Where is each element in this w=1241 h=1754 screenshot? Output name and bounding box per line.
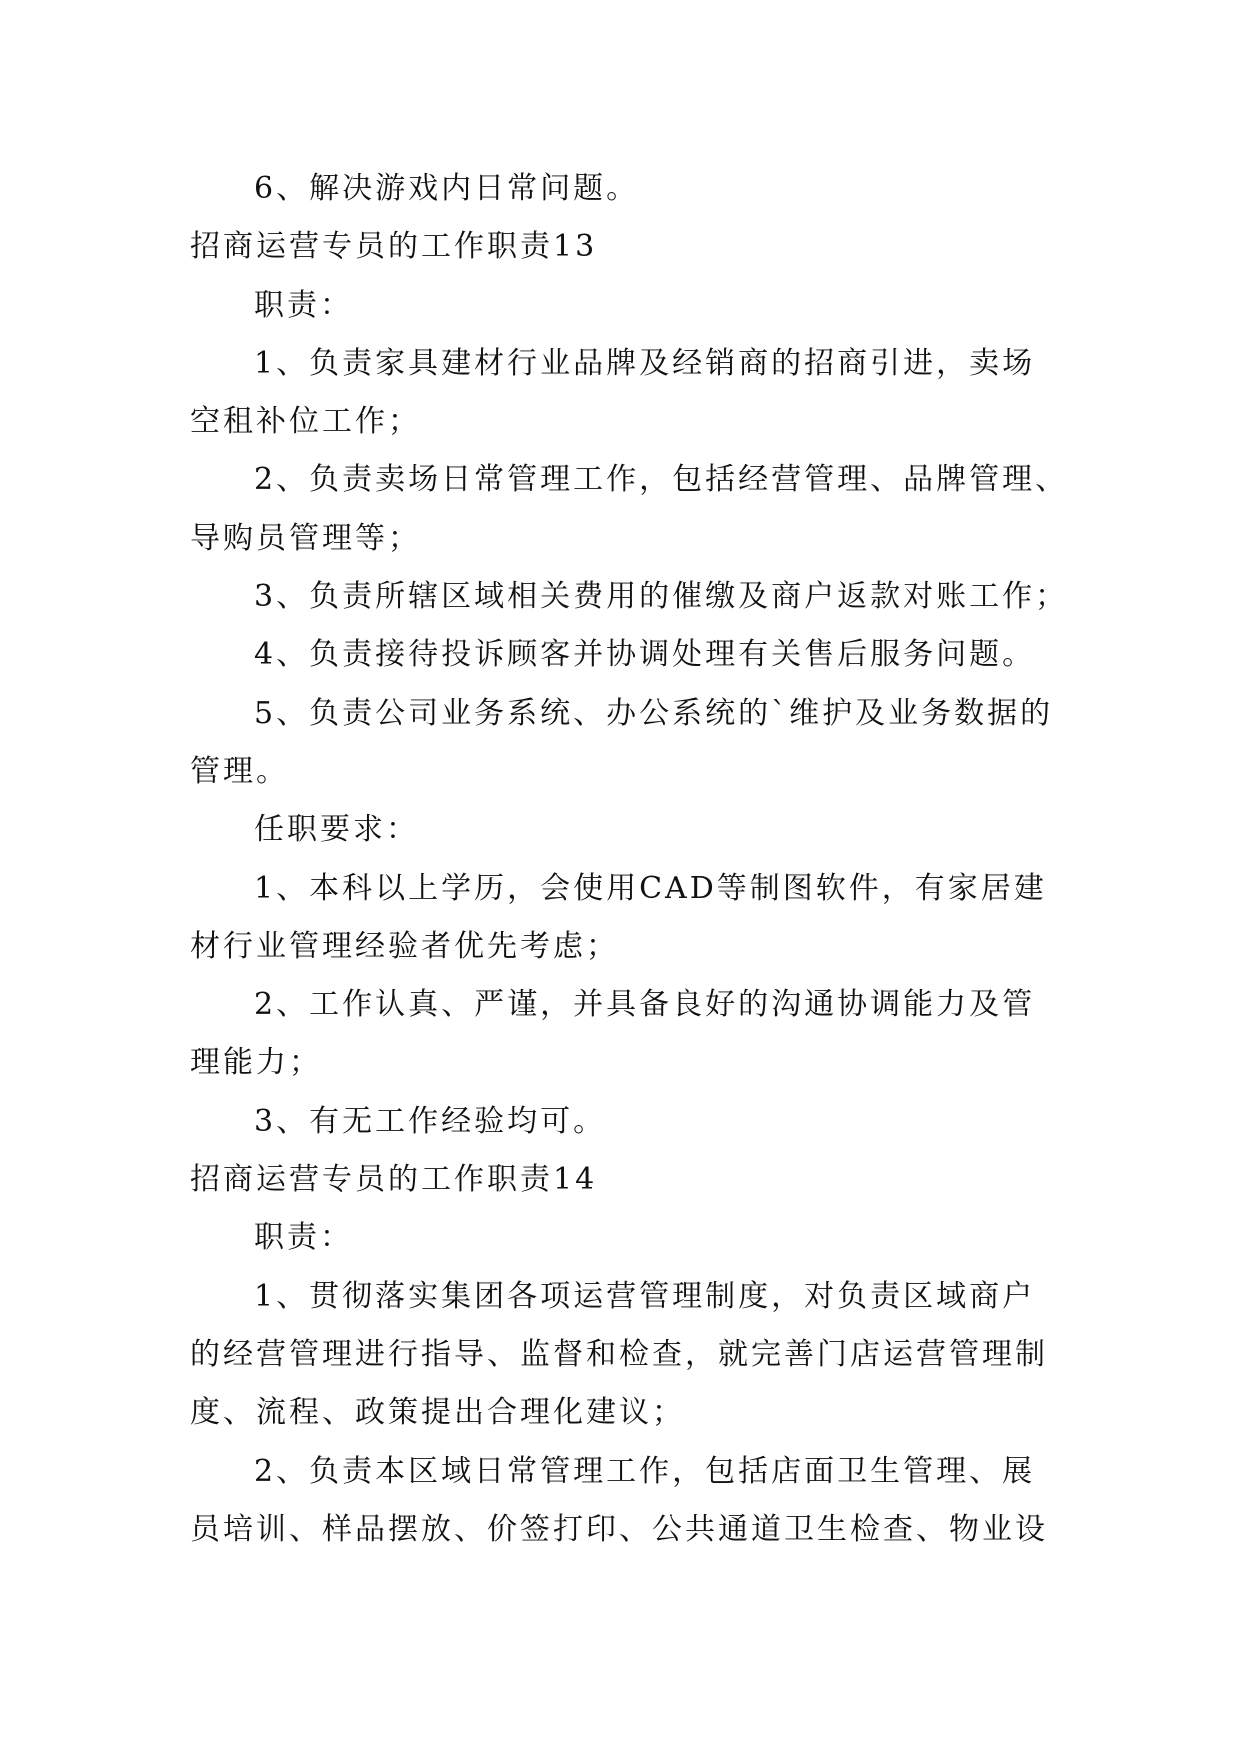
text-line: 空租补位工作； bbox=[190, 404, 421, 440]
text-line: 管理。 bbox=[190, 753, 289, 789]
text-line: 3、有无工作经验均可。 bbox=[254, 1103, 607, 1139]
text-line: 1、负责家具建材行业品牌及经销商的招商引进，卖场 bbox=[254, 345, 1036, 381]
text-line: 4、负责接待投诉顾客并协调处理有关售后服务问题。 bbox=[254, 637, 1036, 673]
text-line: 理能力； bbox=[190, 1045, 322, 1081]
subheading: 职责： bbox=[254, 1220, 353, 1256]
text-line: 的经营管理进行指导、监督和检查，就完善门店运营管理制 bbox=[190, 1336, 1048, 1372]
text-line: 员培训、样品摆放、价签打印、公共通道卫生检查、物业设 bbox=[190, 1511, 1048, 1547]
text-line: 3、负责所辖区域相关费用的催缴及商户返款对账工作； bbox=[254, 579, 1069, 615]
section-heading: 招商运营专员的工作职责13 bbox=[190, 229, 598, 265]
text-line: 1、本科以上学历，会使用CAD等制图软件，有家居建 bbox=[254, 870, 1047, 906]
text-line: 2、工作认真、严谨，并具备良好的沟通协调能力及管 bbox=[254, 987, 1036, 1023]
document-body bbox=[190, 160, 1069, 1559]
subheading: 任职要求： bbox=[254, 812, 419, 848]
subheading: 职责： bbox=[254, 287, 353, 323]
section-heading: 招商运营专员的工作职责14 bbox=[190, 1162, 598, 1198]
text-line: 1、贯彻落实集团各项运营管理制度，对负责区域商户 bbox=[254, 1278, 1036, 1314]
text-line: 6、解决游戏内日常问题。 bbox=[254, 171, 640, 206]
text-line: 材行业管理经验者优先考虑； bbox=[190, 928, 619, 964]
text-line: 2、负责本区域日常管理工作，包括店面卫生管理、展 bbox=[254, 1453, 1036, 1489]
text-line: 度、流程、政策提出合理化建议； bbox=[190, 1395, 685, 1431]
text-line: 2、负责卖场日常管理工作，包括经营管理、品牌管理、 bbox=[254, 462, 1069, 498]
text-line: 导购员管理等； bbox=[190, 520, 421, 556]
text-line: 5、负责公司业务系统、办公系统的`维护及业务数据的 bbox=[254, 695, 1054, 731]
